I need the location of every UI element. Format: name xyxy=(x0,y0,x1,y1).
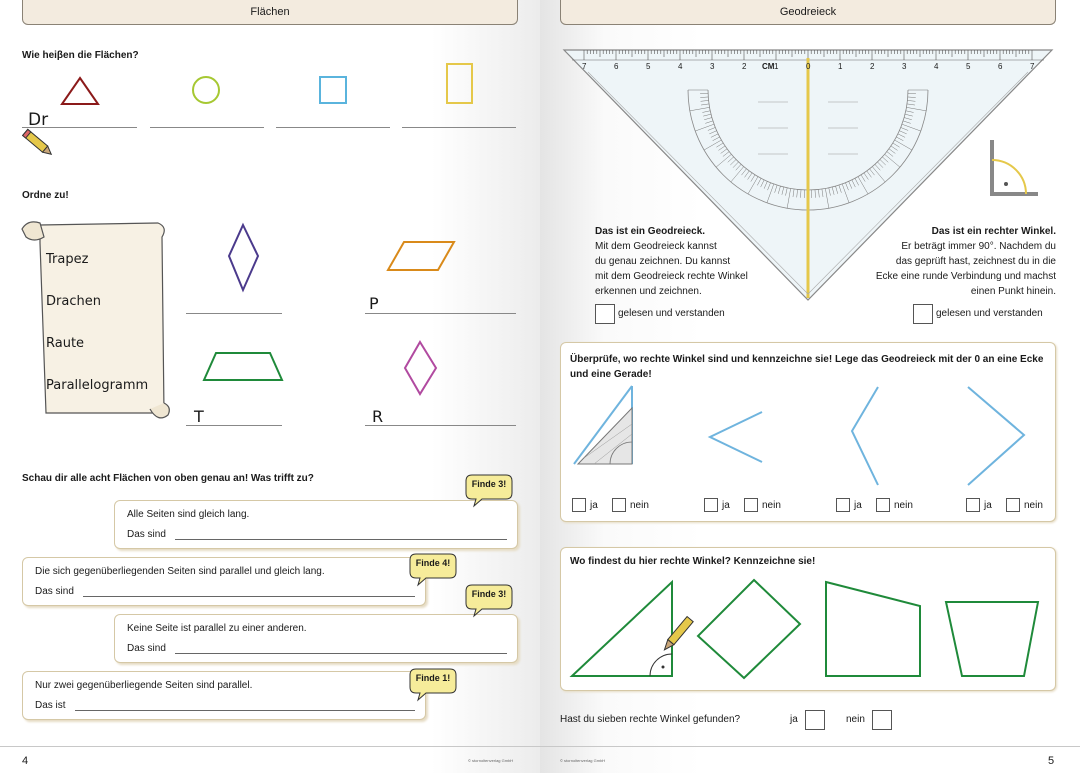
ruler-number: 6 xyxy=(998,62,1003,71)
hint-bubble: Finde 4! xyxy=(410,552,456,578)
no-label: nein xyxy=(894,500,913,511)
answer-label: Das sind xyxy=(35,586,74,597)
yes-checkbox[interactable] xyxy=(836,498,850,512)
yes-checkbox[interactable] xyxy=(572,498,586,512)
ruler-number: 7 xyxy=(1030,62,1035,71)
no-checkbox[interactable] xyxy=(872,710,892,730)
read-checkbox[interactable] xyxy=(913,304,933,324)
no-checkbox[interactable] xyxy=(876,498,890,512)
task-prompt: Überprüfe, wo rechte Winkel sind und kennzeichne sie! Lege das Geodreieck mit der 0 an eine Ecke und eine Gerade! xyxy=(570,354,1044,380)
statement-card xyxy=(114,500,518,549)
task-prompt: Wo findest du hier rechte Winkel? Kennzeichne sie! xyxy=(570,556,816,567)
answer-line[interactable] xyxy=(175,653,507,654)
shape-kite xyxy=(226,222,262,294)
shape-square xyxy=(318,75,348,105)
copyright: © stornoltenverlag GmbH xyxy=(468,758,514,763)
statement-text: Die sich gegenüberliegenden Seiten sind parallel und gleich lang. xyxy=(35,566,325,577)
task-prompt-properties: Schau dir alle acht Flächen von oben genau an! Was trifft zu? xyxy=(22,473,314,484)
info-line: erkennen und zeichnen. xyxy=(595,286,702,297)
task-prompt-names: Wie heiβen die Flächen? xyxy=(22,50,139,61)
yes-label: ja xyxy=(790,714,798,725)
shape-circle xyxy=(190,75,222,107)
yes-checkbox[interactable] xyxy=(805,710,825,730)
hint-bubble: Finde 3! xyxy=(466,583,512,609)
ruler-number: 7 xyxy=(582,62,587,71)
pencil-icon xyxy=(24,126,54,162)
statement-text: Keine Seite ist parallel zu einer anderen. xyxy=(127,623,307,634)
answer-line[interactable] xyxy=(150,127,264,128)
statement-text: Alle Seiten sind gleich lang. xyxy=(127,509,250,520)
ruler-number: 2 xyxy=(870,62,875,71)
page-number: 5 xyxy=(1048,755,1055,767)
yes-checkbox[interactable] xyxy=(704,498,718,512)
geodreieck-on-angle xyxy=(570,384,640,470)
check-label: gelesen und verstanden xyxy=(936,308,1043,319)
no-checkbox[interactable] xyxy=(744,498,758,512)
scroll-item: Raute xyxy=(46,336,85,351)
check-label: gelesen und verstanden xyxy=(618,308,725,319)
task-prompt-match: Ordne zu! xyxy=(22,190,69,201)
scroll-item: Parallelogramm xyxy=(46,378,149,393)
shape-trapezoid xyxy=(200,350,286,384)
info-line: du genau zeichnen. Du kannst xyxy=(595,256,731,267)
no-checkbox[interactable] xyxy=(1006,498,1020,512)
scroll-frame xyxy=(18,213,170,425)
answer-hint: R xyxy=(372,407,384,426)
hint-bubble: Finde 1! xyxy=(410,667,456,693)
no-label: nein xyxy=(630,500,649,511)
right-page xyxy=(540,0,1080,773)
angle-figure xyxy=(966,385,1028,487)
yes-checkbox[interactable] xyxy=(966,498,980,512)
info-line: Er beträgt immer 90°. Nachdem du xyxy=(901,241,1056,252)
answer-label: Das ist xyxy=(35,700,66,711)
right-angle-icon xyxy=(988,138,1040,198)
green-trapezoid xyxy=(942,580,1042,680)
shape-rhombus xyxy=(402,339,440,397)
footer-rule xyxy=(540,746,1080,747)
info-line: einen Punkt hinein. xyxy=(970,286,1056,297)
ruler-number: 2 xyxy=(742,62,747,71)
answer-hint: Dr xyxy=(28,110,49,130)
pencil-icon xyxy=(658,614,694,658)
answer-line[interactable] xyxy=(83,596,415,597)
answer-line[interactable] xyxy=(402,127,516,128)
shape-parallelogram xyxy=(386,240,458,274)
answer-label: Das sind xyxy=(127,643,166,654)
answer-line[interactable] xyxy=(75,710,415,711)
green-rotated-rectangle xyxy=(696,578,804,682)
ruler-number: 1 xyxy=(838,62,843,71)
statement-card xyxy=(114,614,518,663)
hint-bubble: Finde 3! xyxy=(466,473,512,499)
ruler-number: 6 xyxy=(614,62,619,71)
statement-card xyxy=(22,671,426,720)
shape-rectangle xyxy=(445,62,475,106)
page-header: Geodreieck xyxy=(560,0,1056,25)
ruler-number: 3 xyxy=(710,62,715,71)
angle-figure xyxy=(850,385,880,487)
page-header: Flächen xyxy=(22,0,518,25)
ruler-number: 5 xyxy=(966,62,971,71)
ruler-number: 5 xyxy=(646,62,651,71)
answer-hint: P xyxy=(369,294,379,313)
ruler-cm-label: CM xyxy=(762,62,775,71)
no-checkbox[interactable] xyxy=(612,498,626,512)
no-label: nein xyxy=(1024,500,1043,511)
info-line: Ecke eine runde Verbindung und machst xyxy=(875,271,1056,282)
green-quadrilateral xyxy=(824,580,924,680)
question-text: Hast du sieben rechte Winkel gefunden? xyxy=(560,714,741,725)
statement-text: Nur zwei gegenüberliegende Seiten sind parallel. xyxy=(35,680,253,691)
ruler-number: 4 xyxy=(678,62,683,71)
page-number: 4 xyxy=(22,755,29,767)
answer-line[interactable] xyxy=(175,539,507,540)
ruler-number: 1 xyxy=(774,62,779,71)
answer-line[interactable] xyxy=(186,313,282,314)
answer-label: Das sind xyxy=(127,529,166,540)
read-checkbox[interactable] xyxy=(595,304,615,324)
ruler-number: 0 xyxy=(806,62,811,71)
answer-line[interactable] xyxy=(365,313,516,314)
scroll-item: Drachen xyxy=(46,294,101,309)
no-label: nein xyxy=(846,714,865,725)
answer-hint: T xyxy=(194,407,204,426)
angle-figure xyxy=(708,410,764,464)
yes-label: ja xyxy=(590,500,598,511)
answer-line[interactable] xyxy=(276,127,390,128)
statement-card xyxy=(22,557,426,606)
copyright: © stornoltenverlag GmbH xyxy=(560,758,606,763)
info-line: Mit dem Geodreieck kannst xyxy=(595,241,717,252)
yes-label: ja xyxy=(722,500,730,511)
yes-label: ja xyxy=(854,500,862,511)
info-title: Das ist ein Geodreieck. xyxy=(595,226,706,237)
ruler-number: 4 xyxy=(934,62,939,71)
scroll-item: Trapez xyxy=(46,252,89,267)
answer-line[interactable] xyxy=(365,425,516,426)
footer-rule xyxy=(0,746,540,747)
shape-triangle xyxy=(60,76,100,106)
ruler-number: 3 xyxy=(902,62,907,71)
info-line: das geprüft hast, zeichnest du in die xyxy=(895,256,1056,267)
yes-label: ja xyxy=(984,500,992,511)
info-line: mit dem Geodreieck rechte Winkel xyxy=(595,271,748,282)
info-title: Das ist ein rechter Winkel. xyxy=(931,226,1056,237)
no-label: nein xyxy=(762,500,781,511)
